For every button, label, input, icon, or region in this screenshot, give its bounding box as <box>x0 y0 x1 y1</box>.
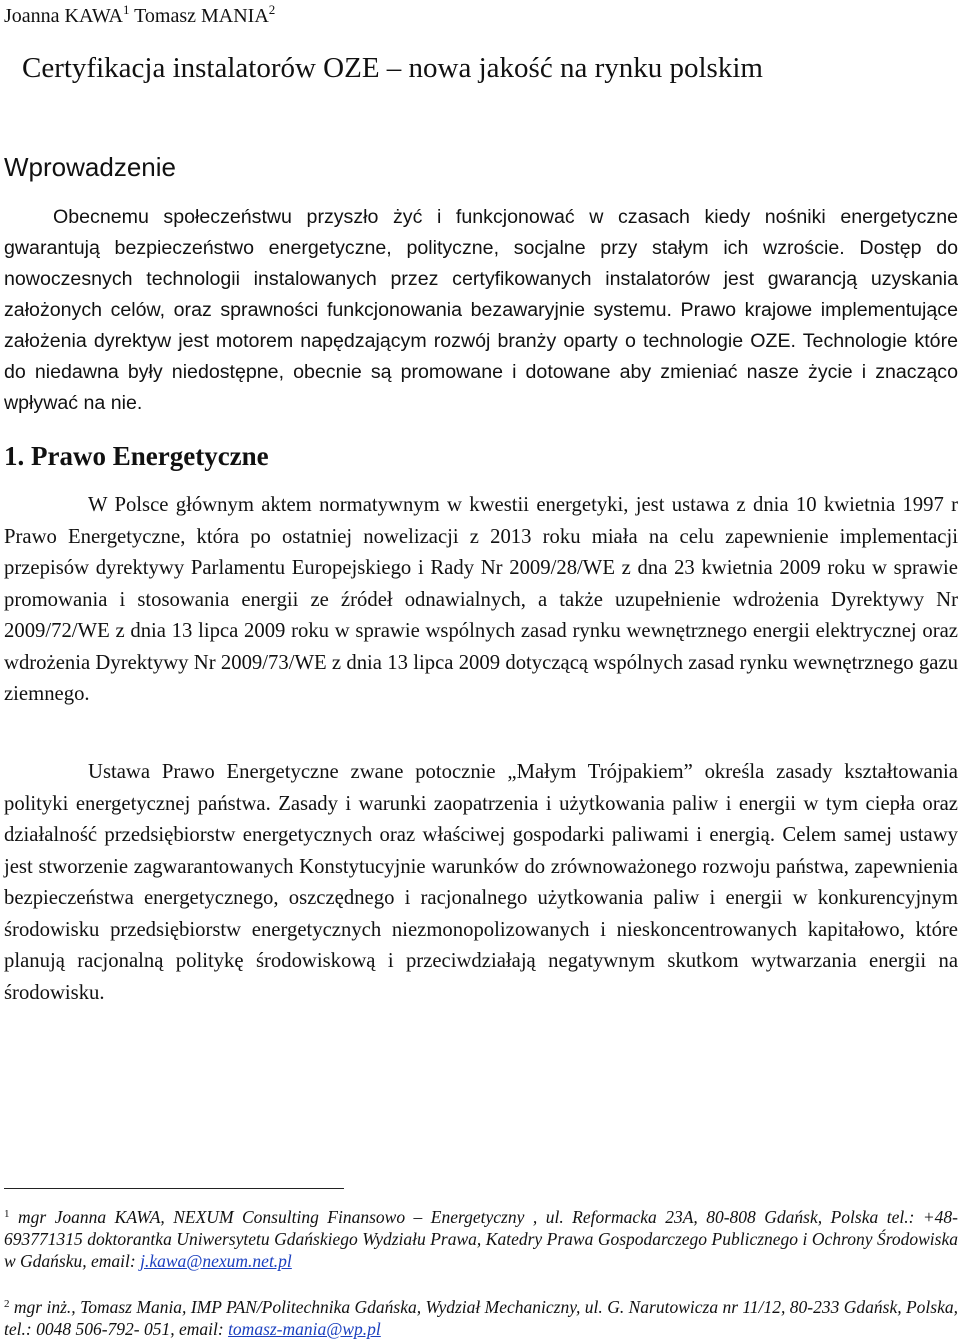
author-1-footnote-mark: 1 <box>122 2 130 17</box>
author-2: Tomasz MANIA <box>134 5 269 27</box>
section-1-paragraph-1: W Polsce głównym aktem normatywnym w kwestii energetyki, jest ustawa z dnia 10 kwietnia 1997 r Prawo Energetyczne, która po ostatniej nowelizacji z 2013 roku miała na celu zapewnienie implementacji przepisów dyrektywy Parlamentu Europejskiego i Rady Nr 2009/28/WE z dna 23 kwietnia 2009 roku w sprawie promowania i stosowania energii ze źródeł odnawialnych, a także uzupełnienie wdrożenia Dyrektywy Nr 2009/72/WE z dnia 13 lipca 2009 roku w sprawie wspólnych zasad rynku wewnętrznego energii elektrycznej oraz wdrożenia Dyrektywy Nr 2009/73/WE z dnia 13 lipca 2009 dotyczącą wspólnych zasad rynku wewnętrznego gazu ziemnego. <box>4 494 958 705</box>
section-1-paragraph-2: Ustawa Prawo Energetyczne zwane potocznie „Małym Trójpakiem” określa zasady kształtowania polityki energetycznej państwa. Zasady i warunki zaopatrzenia i użytkowania paliw i energii w tym ciepła oraz działalność przedsiębiorstw energetycznych oraz właściwej gospodarki paliwami i energią. Celem samej ustawy jest stworzenie zagwarantowanych Konstytucyjnie warunków do zrównoważonego rozwoju państwa, zapewnienia bezpieczeństwa energetycznego, oszczędnego i racjonalnego użytkowania paliw i energii w konkurencyjnym środowisku przedsiębiorstw energetycznych niezmonopolizowanych i nieskoncentrowanych kapitałowo, które planują racjonalną politykę środowiskową i przeciwdziałają negatywnym skutkom wytwarzania energii na środowisku. <box>4 761 958 1004</box>
authors-line <box>4 2 275 28</box>
footnote-1-mark: 1 <box>4 1208 10 1220</box>
author-2-footnote-mark: 2 <box>268 2 276 17</box>
footnote-2-email-link[interactable]: tomasz-mania@wp.pl <box>228 1319 381 1339</box>
footnote-1-email-link[interactable]: j.kawa@nexum.net.pl <box>140 1251 292 1271</box>
author-1: Joanna KAWA <box>4 5 123 27</box>
paper-title: Certyfikacja instalatorów OZE – nowa jakość na rynku polskim <box>22 52 763 84</box>
footnote-1-text: mgr Joanna KAWA, NEXUM Consulting Finansowo – Energetyczny , ul. Reformacka 23A, 80-808 Gdańsk, Polska tel.: +48-693771315 doktorantka Uniwersytetu Gdańskiego Wydziału Prawa, Katedry Prawa Gospodarczego Publicznego i Ochrony Środowiska w Gdańsku, email: <box>4 1207 959 1271</box>
intro-heading: Wprowadzenie <box>4 152 176 182</box>
footnote-2-text: mgr inż., Tomasz Mania, IMP PAN/Politechnika Gdańska, Wydział Mechaniczny, ul. G. Narutowicza nr 11/12, 80-233 Gdańsk, Polska, tel.: 0048 506-792- 051, email: <box>4 1297 958 1339</box>
footnote-2 <box>4 1293 958 1340</box>
footnote-2-mark: 2 <box>4 1298 10 1310</box>
footnote-separator <box>4 1188 344 1189</box>
section-1-heading: 1. Prawo Energetyczne <box>4 441 269 471</box>
intro-paragraph: Obecnemu społeczeństwu przyszło żyć i funkcjonować w czasach kiedy nośniki energetyczne gwarantują bezpieczeństwo energetyczne, polityczne, socjalne przy stałym ich wzroście. Dostęp do nowoczesnych technologii instalowanych przez certyfikowanych instalatorów jest gwarancją uzyskania założonych celów, oraz sprawności funkcjonowania bezawaryjnie systemu. Prawo krajowe implementujące założenia dyrektyw jest motorem napędzającym rozwój branży oparty o technologie OZE. Technologie które do niedawna były niedostępne, obecnie są promowane i dotowane aby zmieniać nasze życie i znacząco wpływać na nie. <box>4 206 958 414</box>
footnote-1 <box>4 1203 958 1272</box>
